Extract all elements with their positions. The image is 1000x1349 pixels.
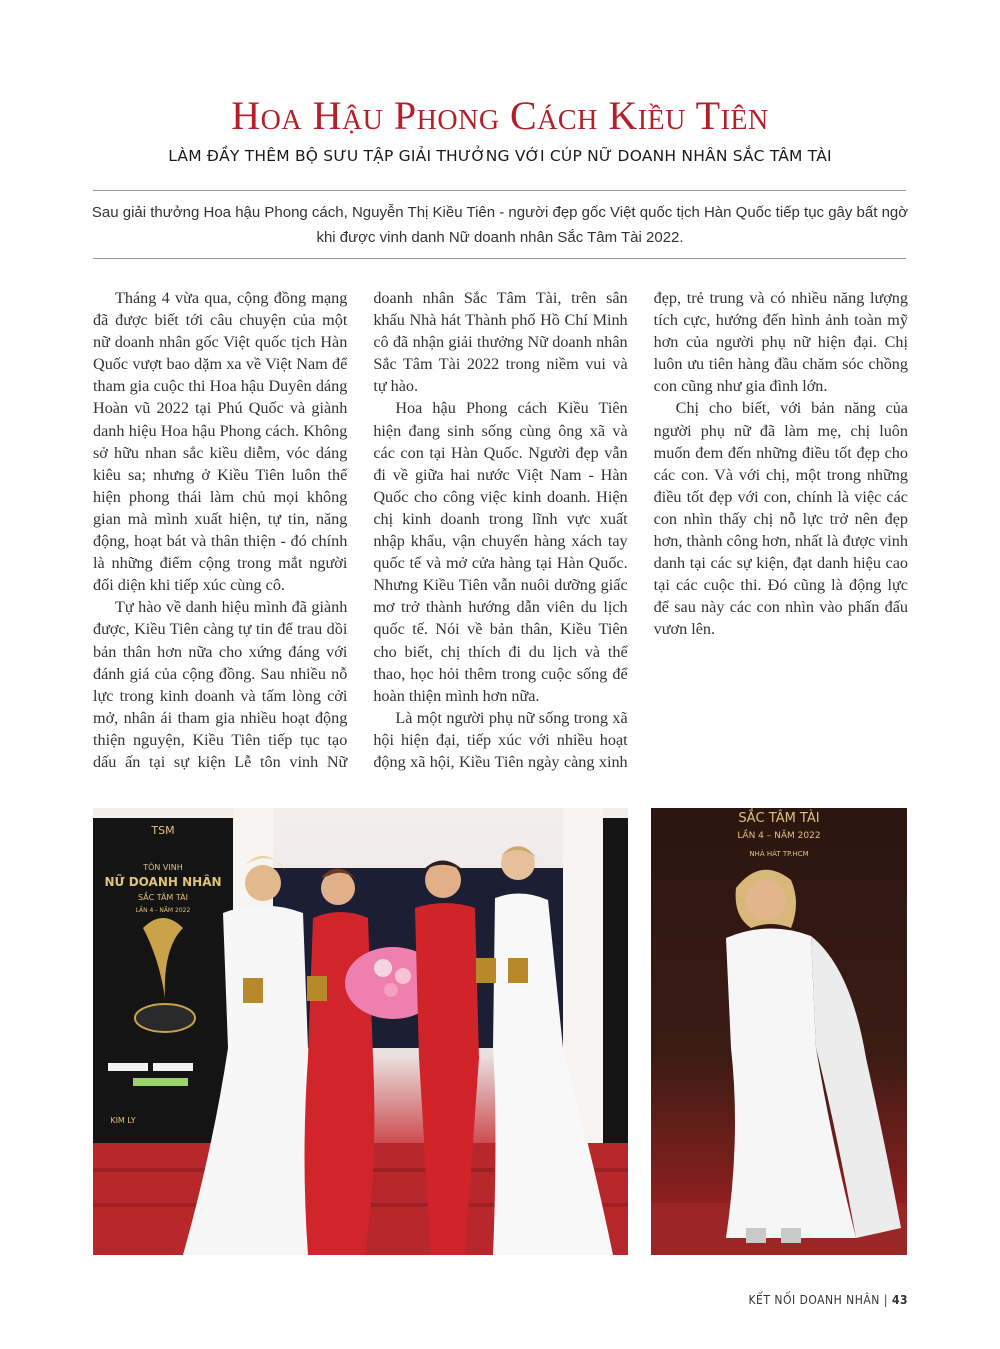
poster-brand: TSM [151, 824, 175, 837]
top-divider [93, 190, 906, 191]
body-paragraph: Hoa hậu Phong cách Kiều Tiên hiện đang sinh sống cùng ông xã và các con tại Hàn Quốc. Người đẹp vẫn đi về giữa hai nước Việt Nam - Hàn Quốc cho công việc kinh doanh. Hiện chị kinh doanh trong lĩnh vực xuất nhập khẩu, vận chuyển hàng xách tay quốc tế và mở cửa hàng tại Hàn Quốc. Nhưng Kiều Tiên vẫn nuôi dưỡng giấc mơ trở thành hướng dẫn viên du lịch quốc tế. Nói về bản thân, Kiều Tiên cho biết, chị thích đi du lịch và thể thao, học hỏi thêm trong cuộc sống để hoàn thiện mình hơn nữa. [373, 399, 628, 705]
article-body [93, 287, 908, 777]
body-paragraph: Là một người phụ nữ sống trong xã hội hiện đại, tiếp xúc với nhiều hoạt động xã hội, Kiều Tiên ngày càng xinh đẹp, trẻ trung và có nhiều năng lượng tích cực, hướng đến hình ảnh toàn mỹ hơn của người phụ nữ hiện đại. Chị luôn ưu tiên hàng đầu chăm sóc chồng con cũng như gia đình lớn. [373, 289, 908, 771]
poster-line-4: LẦN 4 - NĂM 2022 [135, 907, 191, 914]
backdrop-line-2: LẦN 4 – NĂM 2022 [737, 831, 821, 841]
body-paragraph: Chị cho biết, với bản năng của người phụ nữ đã làm mẹ, chị luôn muốn đem đến những điều tốt đẹp cho các con. Và với chị, một trong những điều tốt đẹp với con, chính là việc các con nhìn thấy chị nỗ lực trở nên đẹp hơn, thành công hơn, nhất là được vinh danh tại các sự kiện, đạt danh hiệu cao tại các cuộc thi. Đó cũng là động lực để sau này các con nhìn vào phấn đấu vươn lên. [653, 399, 908, 639]
footer-separator: | [883, 1293, 888, 1307]
article-lead: Sau giải thưởng Hoa hậu Phong cách, Nguyễn Thị Kiều Tiên - người đẹp gốc Việt quốc tịch Hàn Quốc tiếp tục gây bất ngờ khi được vinh danh Nữ doanh nhân Sắc Tâm Tài 2022. [91, 204, 909, 246]
portrait-photo [651, 808, 907, 1255]
magazine-name: KẾT NỐI DOANH NHÂN [748, 1293, 880, 1307]
page-number: 43 [891, 1293, 908, 1307]
article-subtitle: LÀM ĐẦY THÊM BỘ SƯU TẬP GIẢI THƯỞNG VỚI CÚP NỮ DOANH NHÂN SẮC TÂM TÀI [168, 147, 832, 165]
portrait-illustration [651, 808, 907, 1255]
poster-line-1: TÔN VINH [143, 863, 183, 872]
article-title: Hoa Hậu Phong Cách Kiều Tiên [231, 93, 769, 138]
body-paragraph: Tự hào về danh hiệu mình đã giành được, Kiều Tiên càng tự tin để trau dồi bản thân hơn nữa cho xứng đáng với đánh giá của cộng đồng. Sau nhiều nỗ lực trong kinh doanh và tấm lòng cởi mở, nhân ái tham gia nhiều hoạt động thiện nguyện, Kiều Tiên tiếp tục tạo dấu ấn tại sự kiện Lễ tôn vinh Nữ doanh nhân Sắc Tâm Tài, trên sân khấu Nhà hát Thành phố Hồ Chí Minh cô đã nhận giải thưởng Nữ doanh nhân Sắc Tâm Tài 2022 trong niềm vui và tự hào. [93, 289, 628, 771]
group-award-photo [93, 808, 628, 1255]
poster-line-2: NỮ DOANH NHÂN [104, 875, 222, 889]
group-award-illustration [93, 808, 628, 1255]
backdrop-line-3: NHÀ HÁT TP.HCM [749, 850, 809, 858]
page-footer [748, 1293, 908, 1307]
bottom-divider [93, 258, 906, 259]
poster-sponsor: KIM LY [110, 1116, 136, 1125]
body-paragraph: Tháng 4 vừa qua, cộng đồng mạng đã được biết tới câu chuyện của một nữ doanh nhân gốc Việt quốc tịch Hàn Quốc vượt bao dặm xa về Việt Nam để tham gia cuộc thi Hoa hậu Duyên dáng Hoàn vũ 2022 tại Phú Quốc và giành danh hiệu Hoa hậu Phong cách. Không sở hữu nhan sắc kiều diễm, vóc dáng kiêu sa; nhưng ở Kiều Tiên luôn thể hiện phong thái làm chủ mọi không gian mà mình xuất hiện, tự tin, năng động, hoạt bát và thân thiện - đó chính là những điểm cộng trong mắt người đối diện khi tiếp xúc cùng cô. [93, 289, 348, 595]
poster-line-3: SẮC TÂM TÀI [138, 893, 188, 902]
backdrop-line-1: SẮC TÂM TÀI [738, 811, 820, 826]
